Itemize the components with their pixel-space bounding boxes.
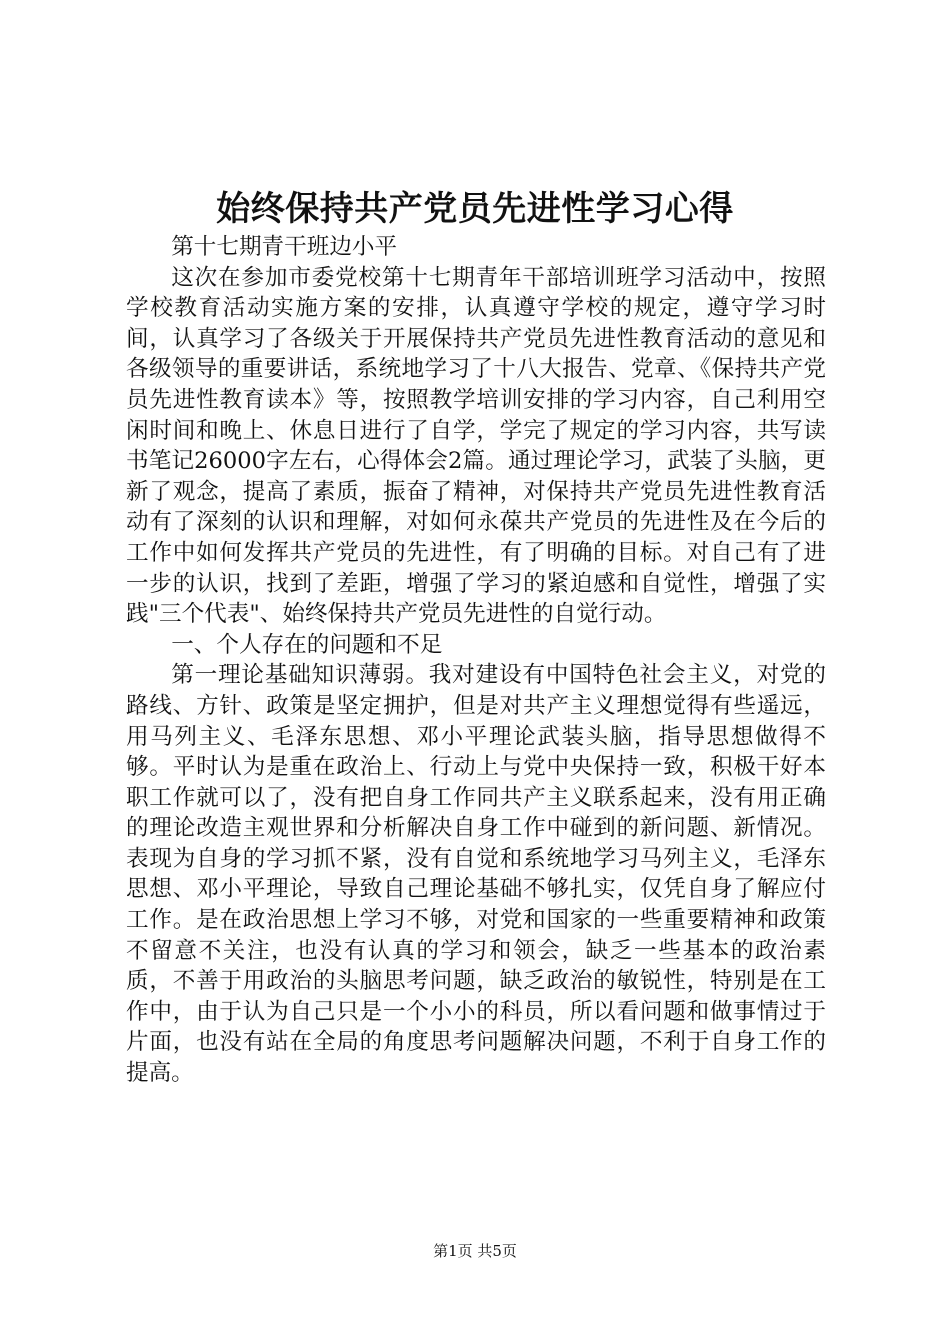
document-title: 始终保持共产党员先进性学习心得 (216, 189, 734, 229)
section-heading: 一、个人存在的问题和不足 (171, 631, 443, 658)
intro-paragraph: 这次在参加市委党校第十七期青年干部培训班学习活动中，按照学校教育活动实施方案的安排，认真遵守学校的规定，遵守学习时间，认真学习了各级关于开展保持共产党员先进性教育活动的意见和各级领导的重要讲话，系统地学习了十八大报告、党章、《保持共产党员先进性教育读本》等，按照教学培训安排的学习内容，自己利用空闲时间和晚上、休息日进行了自学，学完了规定的学习内容，共写读书笔记26000字左右，心得体会2篇。通过理论学习，武装了头脑，更新了观念，提高了素质，振奋了精神，对保持共产党员先进性教育活动有了深刻的认识和理解，对如何永葆共产党员的先进性及在今后的工作中如何发挥共产党员的先进性，有了明确的目标。对自己有了进一步的认识，找到了差距，增强了学习的紧迫感和自觉性，增强了实践"三个代表"、始终保持共产党员先进性的自觉行动。 (126, 264, 826, 628)
author-line: 第十七期青干班边小平 (171, 234, 398, 260)
page-number: 第1页 共5页 (433, 1242, 517, 1260)
problem-paragraph: 第一理论基础知识薄弱。我对建设有中国特色社会主义，对党的路线、方针、政策是坚定拥护，但是对共产主义理想觉得有些遥远，用马列主义、毛泽东思想、邓小平理论武装头脑，指导思想做得不够。平时认为是重在政治上、行动上与党中央保持一致，积极干好本职工作就可以了，没有把自身工作同共产主义联系起来，没有用正确的理论改造主观世界和分析解决自身工作中碰到的新问题、新情况。表现为自身的学习抓不紧，没有自觉和系统地学习马列主义，毛泽东思想、邓小平理论，导致自己理论基础不够扎实，仅凭自身了解应付工作。是在政治思想上学习不够，对党和国家的一些重要精神和政策不留意不关注，也没有认真的学习和领会，缺乏一些基本的政治素质，不善于用政治的头脑思考问题，缺乏政治的敏锐性，特别是在工作中，由于认为自己只是一个小小的科员，所以看问题和做事情过于片面，也没有站在全局的角度思考问题解决问题，不利于自身工作的提高。 (126, 662, 826, 1087)
document-body (126, 232, 826, 1089)
